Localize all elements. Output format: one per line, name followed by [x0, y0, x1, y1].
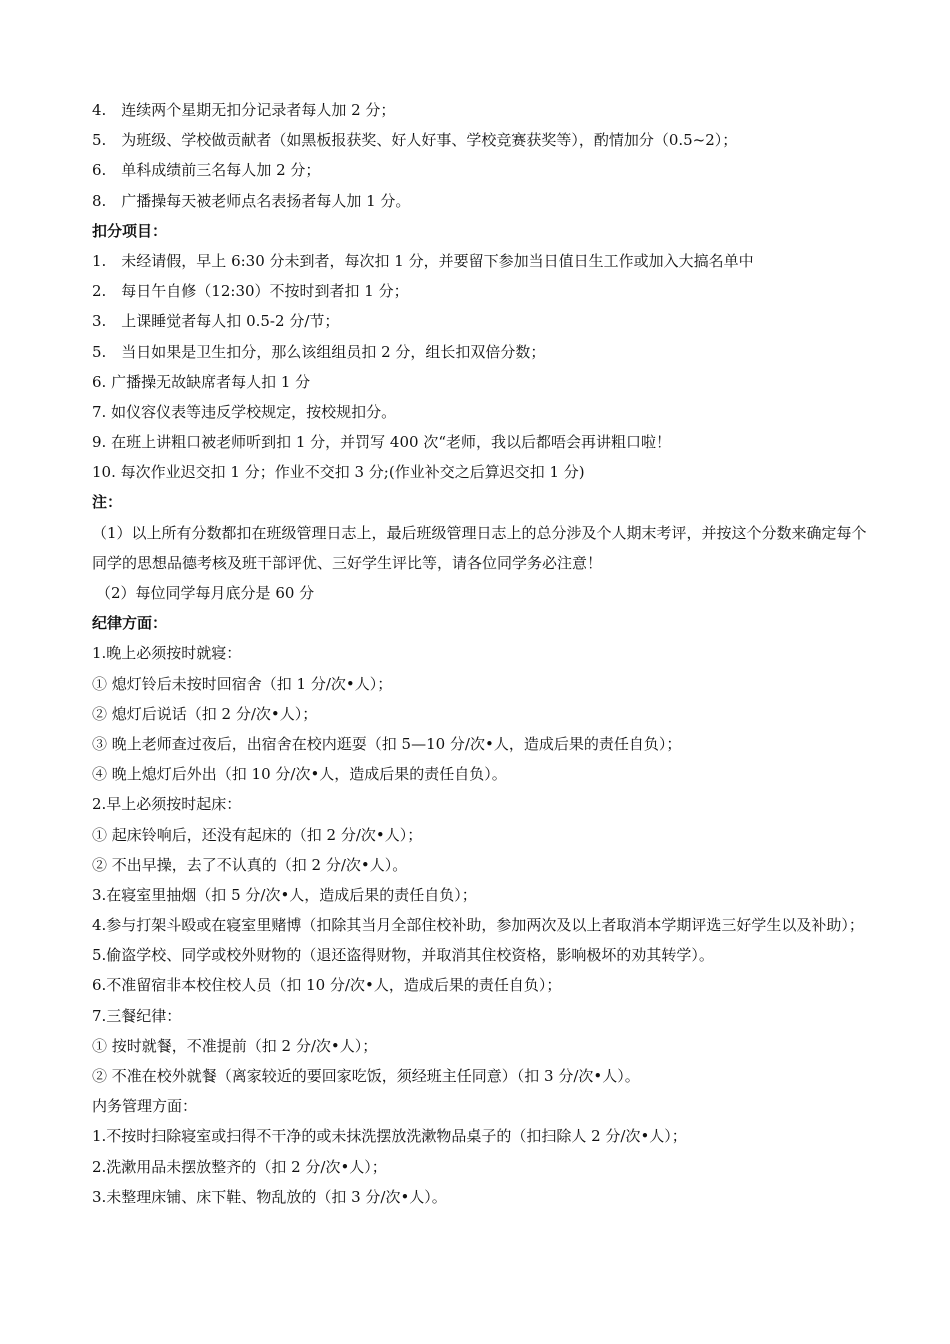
discipline-item-1: 1.晚上必须按时就寝： [92, 644, 242, 663]
deduction-item-6: 6. 广播操无故缺席者每人扣 1 分 [92, 372, 311, 391]
deduction-heading: 扣分项目： [92, 221, 168, 240]
deduction-item-2: 2. 每日午自修（12:30）不按时到者扣 1 分； [92, 282, 409, 301]
housekeeping-item-3: 3.未整理床铺、床下鞋、物乱放的（扣 3 分/次•人）。 [92, 1187, 447, 1206]
deduction-item-9: 9. 在班上讲粗口被老师听到扣 1 分，并罚写 400 次“老师，我以后都唔会再讲粗口啦！ [92, 433, 671, 452]
discipline-sub-1-4: ④ 晚上熄灯后外出（扣 10 分/次•人，造成后果的责任自负）。 [92, 765, 507, 784]
discipline-sub-1-3: ③ 晚上老师查过夜后，出宿舍在校内逛耍（扣 5—10 分/次•人，造成后果的责任自负）； [92, 734, 682, 753]
discipline-item-3: 3.在寝室里抽烟（扣 5 分/次•人，造成后果的责任自负）； [92, 885, 477, 904]
deduction-item-10: 10. 每次作业迟交扣 1 分；作业不交扣 3 分;(作业补交之后算迟交扣 1 分) [92, 463, 585, 482]
discipline-sub-2-1: ① 起床铃响后，还没有起床的（扣 2 分/次•人）； [92, 825, 423, 844]
discipline-sub-7-1: ① 按时就餐，不准提前（扣 2 分/次•人）； [92, 1036, 378, 1055]
housekeeping-heading: 内务管理方面： [92, 1097, 198, 1116]
note-paragraph-1: （1）以上所有分数都扣在班级管理日志上，最后班级管理日志上的总分涉及个人期末考评，并按这个分数来确定每个同学的思想品德考核及班干部评优、三好学生评比等，请各位同学务必注意！ [92, 523, 867, 572]
deduction-item-7: 7. 如仪容仪表等违反学校规定，按校规扣分。 [92, 402, 397, 421]
discipline-item-7: 7.三餐纪律： [92, 1006, 182, 1025]
deduction-item-3: 3. 上课睡觉者每人扣 0.5-2 分/节； [92, 312, 340, 331]
housekeeping-item-2: 2.洗漱用品未摆放整齐的（扣 2 分/次•人）； [92, 1157, 387, 1176]
discipline-sub-2-2: ② 不出早操，去了不认真的（扣 2 分/次•人）。 [92, 855, 408, 874]
discipline-item-2: 2.早上必须按时起床： [92, 795, 242, 814]
discipline-sub-7-2: ② 不准在校外就餐（离家较近的要回家吃饭，须经班主任同意）（扣 3 分/次•人）。 [92, 1067, 640, 1086]
note-heading: 注： [92, 493, 123, 512]
bonus-item-6: 6. 单科成绩前三名每人加 2 分； [92, 161, 321, 180]
deduction-item-1: 1. 未经请假，早上 6:30 分未到者，每次扣 1 分，并要留下参加当日值日生工作或加入大搞名单中 [92, 251, 754, 270]
document-page [92, 95, 872, 1212]
discipline-item-4: 4.参与打架斗殴或在寝室里赌博（扣除其当月全部住校补助，参加两次及以上者取消本学期评选三好学生以及补助）； [92, 916, 864, 935]
discipline-sub-1-2: ② 熄灯后说话（扣 2 分/次•人）； [92, 704, 318, 723]
discipline-item-5: 5.偷盗学校、同学或校外财物的（退还盗得财物，并取消其住校资格，影响极坏的劝其转学）。 [92, 946, 714, 965]
bonus-item-5: 5. 为班级、学校做贡献者（如黑板报获奖、好人好事、学校竞赛获奖等），酌情加分（0.5~2）； [92, 131, 738, 150]
housekeeping-item-1: 1.不按时扫除寝室或扫得不干净的或未抹洗摆放洗漱物品桌子的（扣扫除人 2 分/次•人）； [92, 1127, 687, 1146]
deduction-item-5: 5. 当日如果是卫生扣分，那么该组组员扣 2 分，组长扣双倍分数； [92, 342, 546, 361]
bonus-item-4: 4. 连续两个星期无扣分记录者每人加 2 分； [92, 101, 396, 119]
note-paragraph-2: （2）每位同学每月底分是 60 分 [96, 584, 315, 603]
discipline-item-6: 6.不准留宿非本校住校人员（扣 10 分/次•人，造成后果的责任自负）； [92, 976, 562, 995]
discipline-heading: 纪律方面： [92, 614, 168, 633]
discipline-sub-1-1: ① 熄灯铃后未按时回宿舍（扣 1 分/次•人）； [92, 674, 393, 693]
bonus-item-8: 8. 广播操每天被老师点名表扬者每人加 1 分。 [92, 191, 411, 210]
